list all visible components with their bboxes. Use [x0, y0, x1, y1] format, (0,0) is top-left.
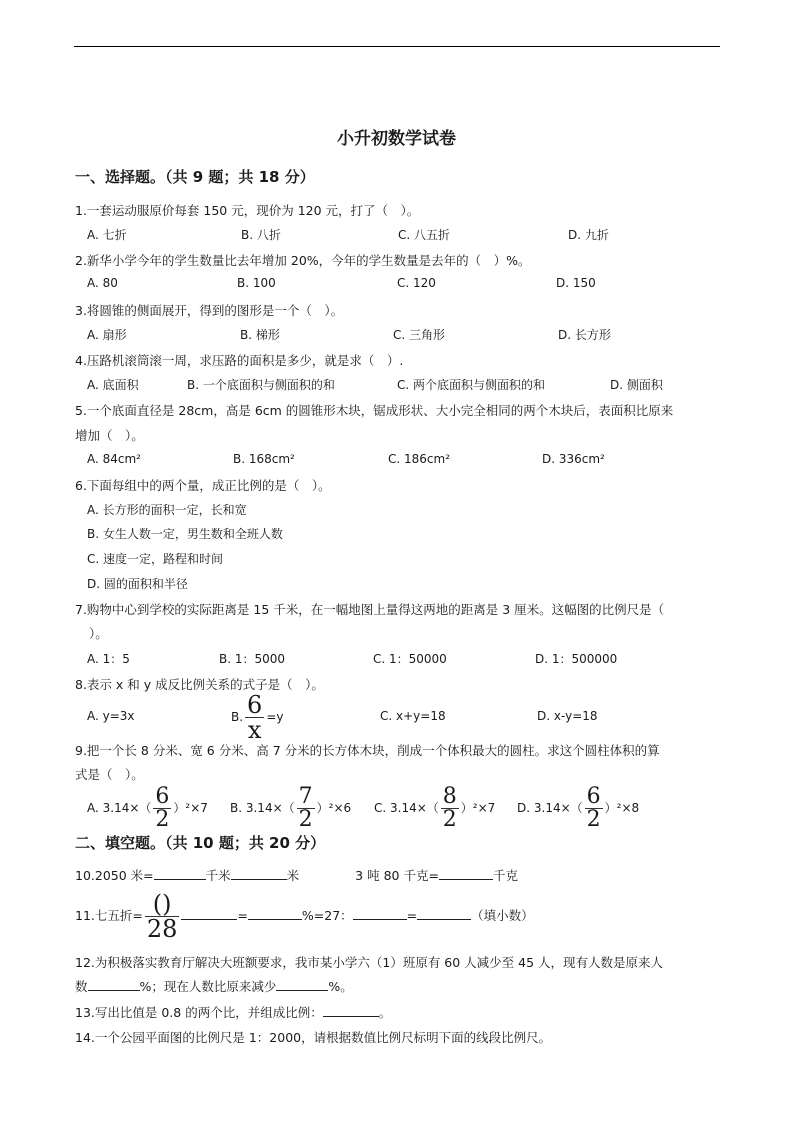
- question-9-line-2: 式是（ ）。: [75, 767, 144, 782]
- q5-option-d[interactable]: D. 336cm²: [542, 452, 605, 466]
- q8-option-b[interactable]: [231, 693, 283, 742]
- q2-option-c[interactable]: C. 120: [397, 276, 436, 290]
- page-title: 小升初数学试卷: [337, 129, 456, 149]
- question-14: 14.一个公园平面图的比例尺是 1：2000，请根据数值比例尺标明下面的线段比例尺。: [75, 1030, 552, 1045]
- q2-option-d[interactable]: D. 150: [556, 276, 596, 290]
- answer-blank[interactable]: [439, 867, 493, 880]
- question-6: 6.下面每组中的两个量，成正比例的是（ ）。: [75, 478, 331, 493]
- q7-option-a[interactable]: A. 1：5: [87, 652, 130, 666]
- question-10: 10.2050 米= 千米 米 3 吨 80 千克= 千克: [75, 868, 518, 883]
- q9-option-b[interactable]: B. 3.14×（ $\frac{7}{2}$ ）²×6: [230, 784, 352, 832]
- q5-option-c[interactable]: C. 186cm²: [388, 452, 451, 466]
- question-8: 8.表示 x 和 y 成反比例关系的式子是（ ）。: [75, 677, 324, 692]
- q7-option-b[interactable]: B. 1：5000: [219, 652, 286, 666]
- q1-option-b[interactable]: B. 八折: [241, 228, 281, 242]
- question-2: 2.新华小学今年的学生数量比去年增加 20%，今年的学生数量是去年的（ ）%。: [75, 253, 531, 268]
- q3-option-c[interactable]: C. 三角形: [393, 328, 446, 342]
- answer-blank[interactable]: [276, 978, 328, 991]
- question-1: 1.一套运动服原价每套 150 元，现价为 120 元，打了（ ）。: [75, 203, 420, 218]
- q5-option-a[interactable]: A. 84cm²: [87, 452, 141, 466]
- q1-option-a[interactable]: A. 七折: [87, 228, 127, 242]
- q6-option-a[interactable]: A. 长方形的面积一定，长和宽: [87, 503, 247, 517]
- q4-option-d[interactable]: D. 侧面积: [610, 378, 663, 392]
- fraction-8-over-2: $\frac{8}{2}$: [442, 784, 457, 832]
- fraction-6-over-x: $\frac{6}{x}$: [247, 691, 263, 744]
- answer-blank[interactable]: [181, 907, 237, 920]
- question-13: 13.写出比值是 0.8 的两个比，并组成比例： 。: [75, 1005, 392, 1020]
- q2-option-b[interactable]: B. 100: [237, 276, 276, 290]
- question-9-line-1: 9.把一个长 8 分米、宽 6 分米、高 7 分米的长方体木块，削成一个体积最大的圆柱。求这个圆柱体积的算: [75, 743, 660, 758]
- question-11: 11.七五折= $\frac{()}{28}$ = %=27： = （填小数）: [75, 890, 534, 943]
- q1-option-d[interactable]: D. 九折: [568, 228, 609, 242]
- fraction-6-over-2: $\frac{6}{2}$: [155, 784, 170, 832]
- q6-option-b[interactable]: B. 女生人数一定，男生数和全班人数: [87, 527, 283, 541]
- fraction-7-over-2: $\frac{7}{2}$: [298, 784, 313, 832]
- q4-option-c[interactable]: C. 两个底面积与侧面积的和: [397, 378, 546, 392]
- q5-option-b[interactable]: B. 168cm²: [233, 452, 295, 466]
- fraction-blank-over-28: $\frac{()}{28}$: [146, 890, 178, 943]
- question-12-line-1: 12.为积极落实教育厅解决大班额要求，我市某小学六（1）班原有 60 人减少至 45 人，现有人数是原来人: [75, 955, 664, 970]
- q2-option-a[interactable]: A. 80: [87, 276, 118, 290]
- q6-option-d[interactable]: D. 圆的面积和半径: [87, 577, 188, 591]
- answer-blank[interactable]: [353, 907, 407, 920]
- q4-option-a[interactable]: A. 底面积: [87, 378, 139, 392]
- answer-blank[interactable]: [323, 1004, 379, 1017]
- header-rule: [74, 46, 720, 47]
- q9-option-d[interactable]: D. 3.14×（ $\frac{6}{2}$ ）²×8: [517, 784, 640, 832]
- question-3: 3.将圆锥的侧面展开，得到的图形是一个（ ）。: [75, 303, 344, 318]
- question-7-line-2: ）。: [89, 626, 108, 641]
- q9-option-c[interactable]: C. 3.14×（ $\frac{8}{2}$ ）²×7: [374, 784, 496, 832]
- q8-option-b-label: B.: [231, 710, 244, 724]
- q9-option-a[interactable]: A. 3.14×（ $\frac{6}{2}$ ）²×7: [87, 784, 208, 832]
- q8-option-a[interactable]: A. y=3x: [87, 709, 135, 723]
- q6-option-c[interactable]: C. 速度一定，路程和时间: [87, 552, 224, 566]
- fraction-6-over-2: $\frac{6}{2}$: [586, 784, 601, 832]
- q4-option-b[interactable]: B. 一个底面积与侧面积的和: [187, 378, 335, 392]
- q3-option-a[interactable]: A. 扇形: [87, 328, 127, 342]
- question-5-line-1: 5.一个底面直径是 28cm，高是 6cm 的圆锥形木块，锯成形状、大小完全相同的两个木块后，表面积比原来: [75, 403, 674, 418]
- q8-option-d[interactable]: D. x-y=18: [537, 709, 598, 723]
- question-12-line-2: 数 %；现在人数比原来减少 %。: [75, 979, 353, 994]
- q3-option-b[interactable]: B. 梯形: [240, 328, 280, 342]
- question-4: 4.压路机滚筒滚一周，求压路的面积是多少，就是求（ ）.: [75, 353, 404, 368]
- section-2-heading: 二、填空题。（共 10 题；共 20 分）: [75, 834, 326, 852]
- answer-blank[interactable]: [248, 907, 302, 920]
- answer-blank[interactable]: [231, 867, 287, 880]
- question-7-line-1: 7.购物中心到学校的实际距离是 15 千米，在一幅地图上量得这两地的距离是 3 厘米。这幅图的比例尺是（: [75, 602, 665, 617]
- answer-blank[interactable]: [88, 978, 140, 991]
- q3-option-d[interactable]: D. 长方形: [558, 328, 611, 342]
- q1-option-c[interactable]: C. 八五折: [398, 228, 451, 242]
- section-1-heading: 一、选择题。（共 9 题；共 18 分）: [75, 168, 315, 186]
- q7-option-c[interactable]: C. 1：50000: [373, 652, 447, 666]
- q8-option-b-tail: =y: [266, 710, 284, 724]
- question-5-line-2: 增加（ ）。: [75, 428, 144, 443]
- answer-blank[interactable]: [154, 867, 206, 880]
- q8-option-c[interactable]: C. x+y=18: [380, 709, 446, 723]
- answer-blank[interactable]: [417, 907, 471, 920]
- q7-option-d[interactable]: D. 1：500000: [535, 652, 618, 666]
